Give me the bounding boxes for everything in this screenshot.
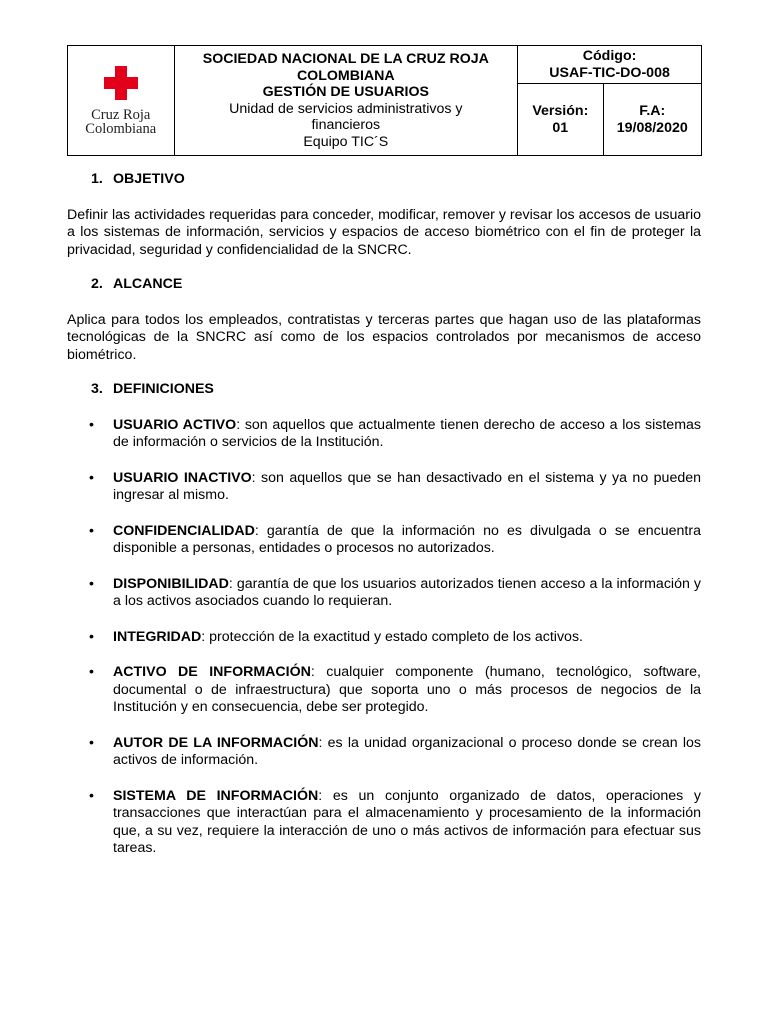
code-label: Código: <box>582 47 637 64</box>
version-cell <box>518 84 603 156</box>
code-cell <box>518 46 702 84</box>
definition-text: : garantía de que la información no es divulgada o se encuentra disponible a personas, entidades o procesos no autorizados. <box>113 522 701 556</box>
definition-term: USUARIO ACTIVO <box>113 416 237 433</box>
organization-cell <box>174 46 518 156</box>
definition-item <box>67 629 701 647</box>
section-heading-definiciones: 3. DEFINICIONES <box>91 381 214 397</box>
section-heading-alcance: 2. ALCANCE <box>91 276 183 292</box>
definition-item <box>67 664 701 717</box>
bullet-icon: • <box>89 469 94 486</box>
definition-term: ACTIVO DE INFORMACIÓN <box>113 664 311 680</box>
alcance-paragraph: Aplica para todos los empleados, contratistas y terceras partes que hagan uso de las plataformas tecnológicas de la SNCRC así como de los espacios controlados por mecanismos de acceso biométrico. <box>67 311 701 363</box>
version-label: Versión: <box>532 102 589 119</box>
bullet-icon: • <box>89 734 94 751</box>
definition-text: : es la unidad organizacional o proceso donde se crean los activos de información. <box>113 734 701 768</box>
organization-name-line1: SOCIEDAD NACIONAL DE LA CRUZ ROJA <box>202 51 489 67</box>
unit-name-line2: financieros <box>311 117 381 133</box>
definition-term: CONFIDENCIALIDAD <box>113 522 255 539</box>
definition-term: DISPONIBILIDAD <box>113 575 229 592</box>
definition-text: : es un conjunto organizado de datos, operaciones y transacciones que interactúan para el almacenamiento y procesamiento de la información que, a su vez, requiere la interacción de uno o más activos de información para efectuar sus tareas. <box>113 787 702 856</box>
definition-item <box>67 576 701 611</box>
red-cross-logo-icon <box>104 66 138 100</box>
date-cell <box>603 84 702 156</box>
version-value: 01 <box>552 119 569 136</box>
definition-term: USUARIO INACTIVO <box>113 469 252 486</box>
bullet-icon: • <box>89 416 94 433</box>
objetivo-paragraph: Definir las actividades requeridas para conceder, modificar, remover y revisar los accesos de usuario a los sistemas de información, servicios y espacios de acceso biométrico con el fin de proteger la privacidad, seguridad y confidencialidad de la SNCRC. <box>67 206 701 258</box>
definition-term: SISTEMA DE INFORMACIÓN <box>113 787 319 804</box>
bullet-icon: • <box>89 787 94 804</box>
document-header-table <box>67 45 702 156</box>
document-title: GESTIÓN DE USUARIOS <box>262 84 429 100</box>
bullet-icon: • <box>89 664 94 680</box>
section-heading-objetivo: 1. OBJETIVO <box>91 171 185 187</box>
definition-item <box>67 735 701 770</box>
definition-item <box>67 470 701 505</box>
definition-text: : son aquellos que se han desactivado en el sistema y ya no pueden ingresar al mismo. <box>113 469 701 503</box>
organization-name-line2: COLOMBIANA <box>296 67 395 84</box>
bullet-icon: • <box>89 575 94 592</box>
definition-text: : protección de la exactitud y estado completo de los activos. <box>201 628 583 645</box>
date-label: F.A: <box>639 102 666 119</box>
code-value: USAF-TIC-DO-008 <box>549 64 670 81</box>
definition-text: : cualquier componente (humano, tecnológico, software, documental o de infraestructura) que soporta uno o más procesos de negocios de la Institución y en consecuencia, debe ser protegido. <box>113 664 701 715</box>
definition-term: INTEGRIDAD <box>113 628 202 645</box>
definition-item <box>67 523 701 558</box>
definition-text: : garantía de que los usuarios autorizados tienen acceso a la información y a los activos asociados cuando lo requieran. <box>113 575 701 609</box>
date-value: 19/08/2020 <box>616 119 688 136</box>
definition-term: AUTOR DE LA INFORMACIÓN <box>113 734 319 751</box>
unit-name-line1: Unidad de servicios administrativos y <box>229 100 463 117</box>
team-name: Equipo TIC´S <box>303 133 389 150</box>
document-body <box>67 171 701 876</box>
bullet-icon: • <box>89 628 94 645</box>
definitions-list <box>67 417 701 858</box>
definition-item <box>67 417 701 452</box>
logo-text: Cruz Roja Colombiana <box>85 106 157 137</box>
bullet-icon: • <box>89 522 94 539</box>
logo-cell <box>68 46 175 156</box>
definition-item <box>67 788 701 858</box>
definition-text: : son aquellos que actualmente tienen derecho de acceso a los sistemas de información o servicios de la Institución. <box>113 416 701 450</box>
